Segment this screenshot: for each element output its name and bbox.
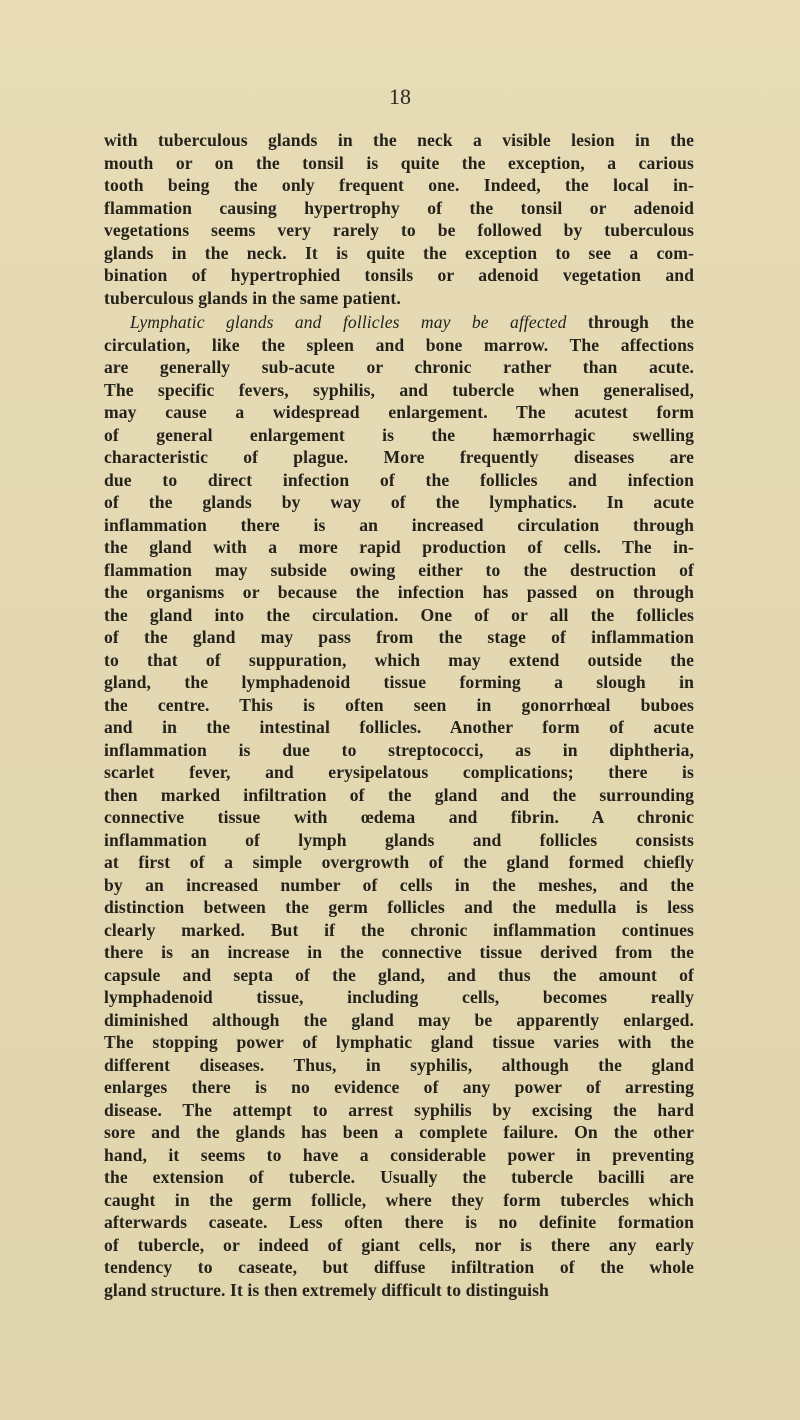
text-line: with tuberculous glands in the neck a visible lesion in the xyxy=(104,130,694,150)
text-line: the extension of tubercle. Usually the tubercle bacilli are xyxy=(104,1167,694,1187)
text-line: The stopping power of lymphatic gland tissue varies with the xyxy=(104,1032,694,1052)
text-line: glands in the neck. It is quite the exception to see a com- xyxy=(104,242,694,263)
text-line: different diseases. Thus, in syphilis, although the gland xyxy=(104,1054,694,1075)
text-line: are generally sub-acute or chronic rather than acute. xyxy=(104,357,694,377)
text-line: hand, it seems to have a considerable power in preventing xyxy=(104,1144,694,1165)
text-line: flammation causing hypertrophy of the tonsil or adenoid xyxy=(104,197,694,218)
text-line: capsule and septa of the gland, and thus the amount of xyxy=(104,964,694,985)
text-line: then marked infiltration of the gland and the surrounding xyxy=(104,784,694,805)
text-line: gland, the lymphadenoid tissue forming a slough in xyxy=(104,672,694,692)
text-line: inflammation of lymph glands and follicles consists xyxy=(104,829,694,850)
text-line: The specific fevers, syphilis, and tubercle when generalised, xyxy=(104,379,694,400)
text-line: the gland with a more rapid production of cells. The in- xyxy=(104,537,694,557)
text-line: disease. The attempt to arrest syphilis by excising the hard xyxy=(104,1099,694,1120)
text-line: the gland into the circulation. One of or all the follicles xyxy=(104,604,694,625)
text-line: sore and the glands has been a complete failure. On the other xyxy=(104,1122,694,1142)
text-line: and in the intestinal follicles. Another form of acute xyxy=(104,717,694,737)
text-line: inflammation is due to streptococci, as in diphtheria, xyxy=(104,739,694,760)
text-line: due to direct infection of the follicles and infection xyxy=(104,469,694,490)
text-line: mouth or on the tonsil is quite the exception, a carious xyxy=(104,152,694,173)
italic-lead: Lymphatic glands and follicles may be affected xyxy=(130,312,567,332)
text-line: diminished although the gland may be apparently enlarged. xyxy=(104,1009,694,1030)
text-line: vegetations seems very rarely to be followed by tuberculous xyxy=(104,220,694,240)
text-line: characteristic of plague. More frequently diseases are xyxy=(104,447,694,467)
text-line: distinction between the germ follicles and the medulla is less xyxy=(104,897,694,917)
text-line: afterwards caseate. Less often there is no definite formation xyxy=(104,1212,694,1232)
text-line: bination of hypertrophied tonsils or adenoid vegetation and xyxy=(104,265,694,285)
text-line: enlarges there is no evidence of any power of arresting xyxy=(104,1077,694,1097)
text-line: tendency to caseate, but diffuse infiltration of the whole xyxy=(104,1257,694,1277)
paragraph-1 xyxy=(104,129,694,309)
text-line: gland structure. It is then extremely difficult to distinguish xyxy=(104,1279,549,1300)
text-line: may cause a widespread enlargement. The acutest form xyxy=(104,402,694,422)
text-line: clearly marked. But if the chronic inflammation continues xyxy=(104,919,694,940)
text-line: tooth being the only frequent one. Indeed, the local in- xyxy=(104,175,694,195)
text-line: caught in the germ follicle, where they form tubercles which xyxy=(104,1189,694,1210)
text-line: of the glands by way of the lymphatics. In acute xyxy=(104,492,694,512)
text-line: of general enlargement is the hæmorrhagic swelling xyxy=(104,424,694,445)
text-line: the centre. This is often seen in gonorrhœal buboes xyxy=(104,694,694,715)
text-line: lymphadenoid tissue, including cells, becomes really xyxy=(104,987,694,1007)
text-line: by an increased number of cells in the meshes, and the xyxy=(104,874,694,895)
paragraph-2 xyxy=(104,311,694,1301)
paragraph-2-first-line xyxy=(104,311,694,334)
text-line: scarlet fever, and erysipelatous complications; there is xyxy=(104,762,694,782)
first-line-rest: through the xyxy=(587,312,695,332)
text-line: circulation, like the spleen and bone marrow. The affections xyxy=(104,334,694,355)
text-line: the organisms or because the infection has passed on through xyxy=(104,582,694,602)
text-line: flammation may subside owing either to the destruction of xyxy=(104,559,694,580)
text-line: at first of a simple overgrowth of the gland formed chiefly xyxy=(104,852,694,872)
text-line: of tubercle, or indeed of giant cells, nor is there any early xyxy=(104,1234,694,1255)
text-line: inflammation there is an increased circulation through xyxy=(104,514,694,535)
text-line: there is an increase in the connective tissue derived from the xyxy=(104,942,694,962)
text-line: of the gland may pass from the stage of inflammation xyxy=(104,627,694,647)
text-line: tuberculous glands in the same patient. xyxy=(104,287,401,308)
text-line: connective tissue with œdema and fibrin. A chronic xyxy=(104,807,694,827)
text-line: to that of suppuration, which may extend outside the xyxy=(104,649,694,670)
page-number: 18 xyxy=(389,84,411,109)
